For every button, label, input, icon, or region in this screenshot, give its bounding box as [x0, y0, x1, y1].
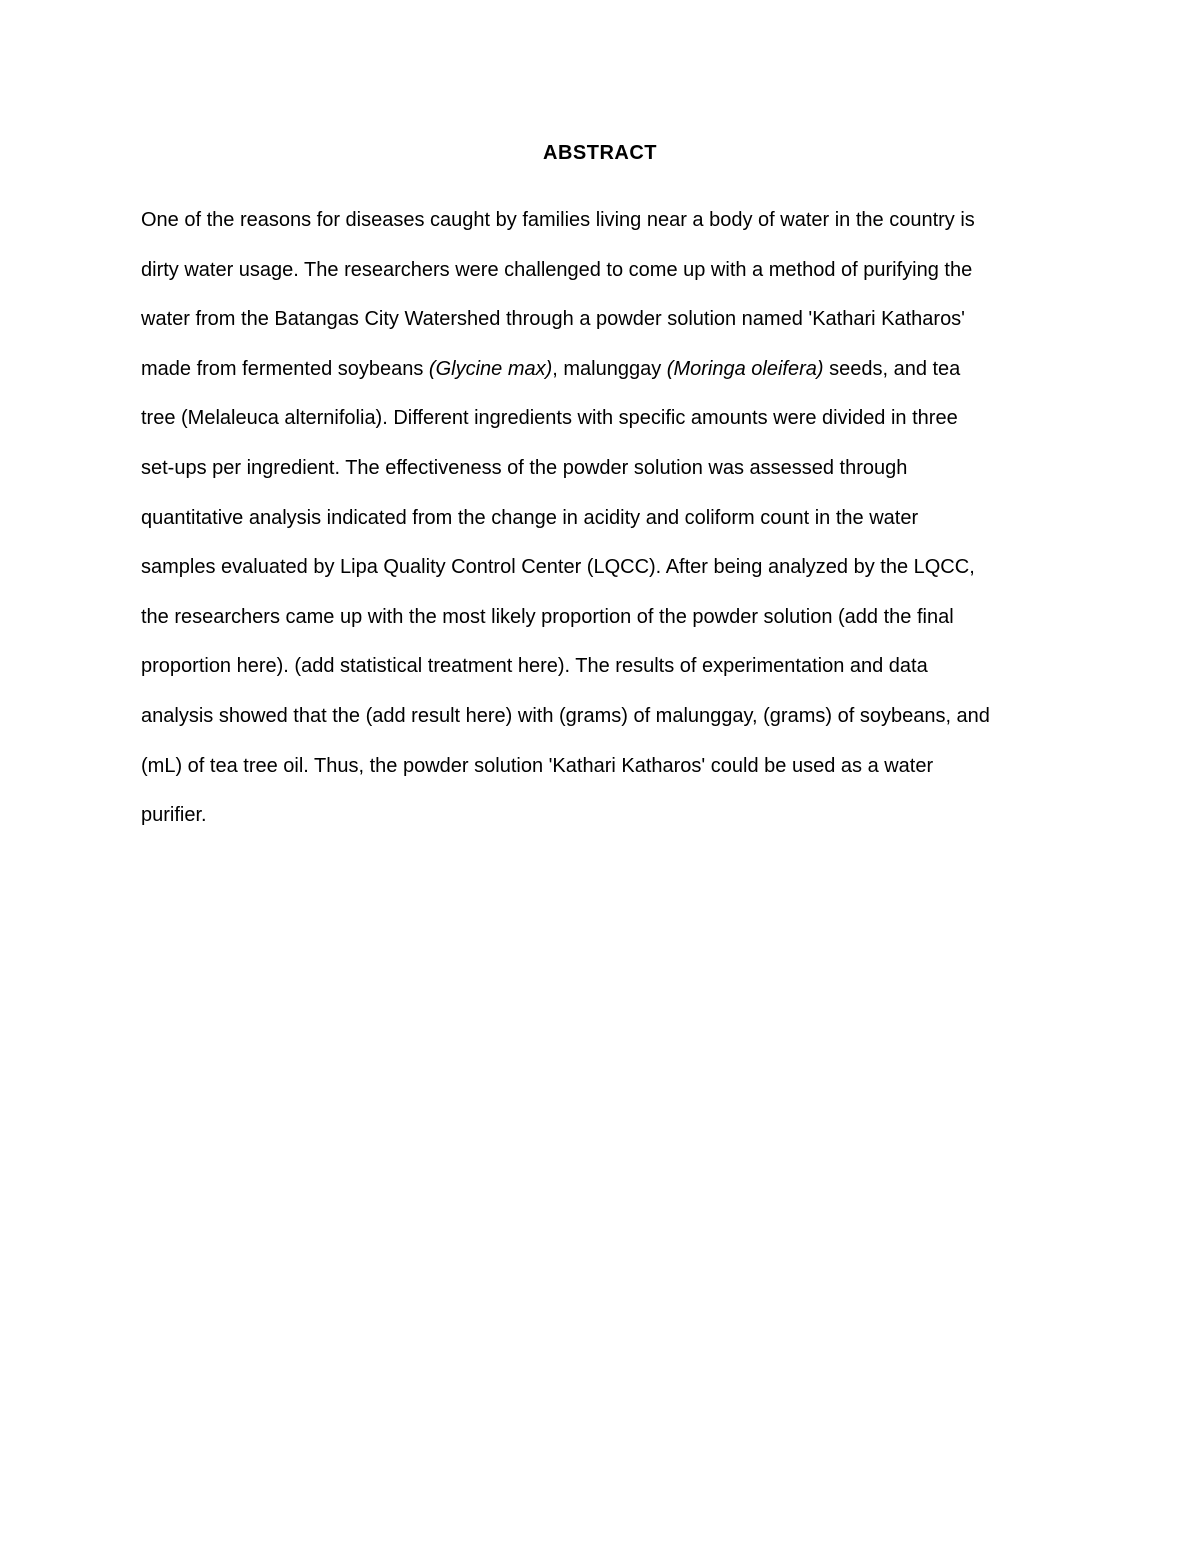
abstract-line: dirty water usage. The researchers were challenged to come up with a method of purifying the	[141, 258, 973, 281]
abstract-line: analysis showed that the (add result here) with (grams) of malunggay, (grams) of soybeans, and	[141, 704, 990, 727]
line-text: , malunggay	[552, 357, 667, 380]
scientific-name-soybean: (Glycine max)	[428, 357, 553, 380]
abstract-line: (mL) of tea tree oil. Thus, the powder solution 'Kathari Katharos' could be used as a water	[141, 754, 934, 777]
abstract-line	[141, 353, 1081, 403]
line-text: made from fermented soybeans	[141, 357, 429, 380]
abstract-line: One of the reasons for diseases caught by families living near a body of water in the country is	[141, 209, 975, 231]
scientific-name-malunggay: (Moringa oleifera)	[666, 357, 824, 380]
line-text: seeds, and tea	[823, 357, 961, 380]
abstract-line: quantitative analysis indicated from the change in acidity and coliform count in the water	[141, 506, 919, 529]
abstract-title: ABSTRACT	[543, 142, 657, 164]
abstract-line: purifier.	[141, 804, 207, 827]
abstract-body	[141, 204, 1081, 849]
abstract-line: set-ups per ingredient. The effectiveness of the powder solution was assessed through	[141, 456, 908, 479]
abstract-line: water from the Batangas City Watershed through a powder solution named 'Kathari Katharos'	[141, 308, 966, 331]
abstract-line: tree (Melaleuca alternifolia). Different ingredients with specific amounts were divided in three	[141, 407, 958, 430]
abstract-line: samples evaluated by Lipa Quality Control Center (LQCC). After being analyzed by the LQCC,	[141, 556, 975, 579]
abstract-line: proportion here). (add statistical treatment here). The results of experimentation and data	[141, 655, 928, 678]
abstract-line: the researchers came up with the most likely proportion of the powder solution (add the final	[141, 605, 954, 628]
